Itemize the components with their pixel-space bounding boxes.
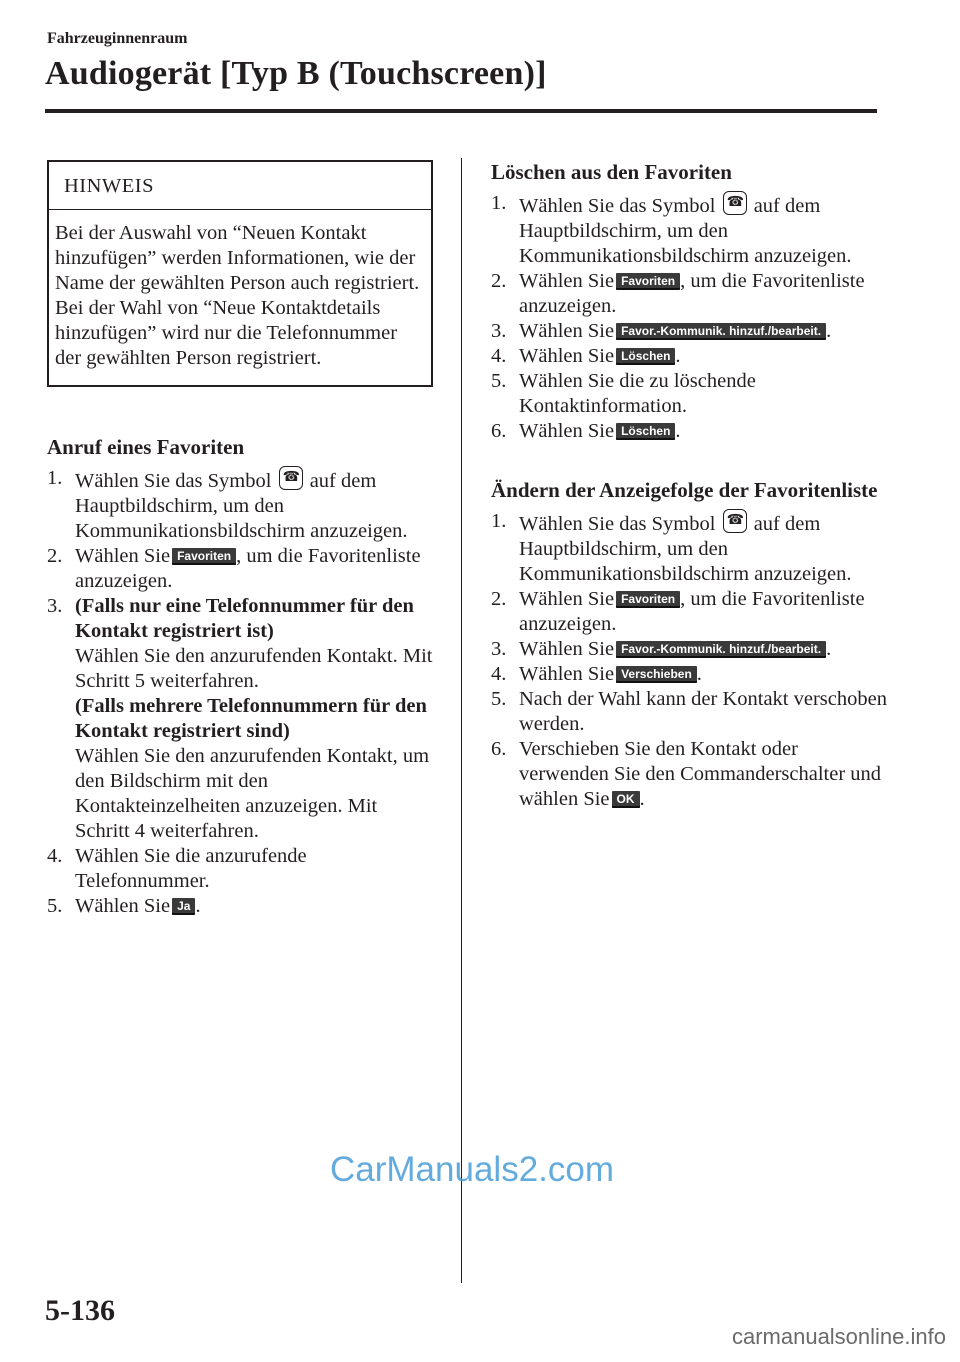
- step-number: 5.: [491, 370, 507, 392]
- step-text: Wählen Sie das Symbol: [75, 470, 272, 492]
- favor-kommunik-button: Favor.-Kommunik. hinzuf./bearbeit.: [616, 641, 826, 658]
- list-item: [491, 344, 891, 369]
- heading-reorder-favorites: Ändern der Anzeigefolge der Favoritenliste: [491, 478, 878, 502]
- list-item: [47, 844, 437, 894]
- list-item: [491, 637, 891, 662]
- step-number: 1.: [491, 510, 507, 532]
- step-number: 4.: [47, 845, 63, 867]
- phone-icon: [279, 466, 303, 490]
- step-text: Wählen Sie den anzurufenden Kontakt. Mit Schritt 5 weiterfahren.: [75, 645, 433, 692]
- step-text: Wählen Sie: [519, 345, 615, 367]
- step-number: 1.: [491, 192, 507, 214]
- step-number: 4.: [491, 345, 507, 367]
- favoriten-button: Favoriten: [172, 548, 236, 565]
- phone-icon: [723, 509, 747, 533]
- step-number: 3.: [491, 320, 507, 342]
- step-text: auf dem Hauptbildschirm, um den Kommunikationsbildschirm anzuzeigen.: [519, 195, 852, 267]
- list-item: [491, 662, 891, 687]
- step-number: 2.: [491, 588, 507, 610]
- right-column: [491, 160, 891, 812]
- step-text: Wählen Sie: [75, 895, 171, 917]
- step-text: Wählen Sie: [519, 420, 615, 442]
- step-text: Wählen Sie die anzurufende Telefonnummer.: [75, 845, 307, 892]
- step-text: Wählen Sie das Symbol: [519, 513, 716, 535]
- list-item: [47, 466, 437, 544]
- list-item: [491, 319, 891, 344]
- step-text: .: [675, 345, 681, 367]
- list-item: [47, 894, 437, 919]
- step-number: 6.: [491, 420, 507, 442]
- step-text: Verschieben Sie den Kontakt oder verwenden Sie den Commanderschalter und wählen Sie: [519, 738, 882, 810]
- favor-kommunik-button: Favor.-Kommunik. hinzuf./bearbeit.: [616, 323, 826, 340]
- step-text: , um die Favoritenliste anzuzeigen.: [519, 588, 865, 635]
- page-title: Audiogerät [Typ B (Touchscreen)]: [45, 55, 547, 92]
- step-number: 4.: [491, 663, 507, 685]
- step-number: 1.: [47, 467, 63, 489]
- step-condition: (Falls mehrere Telefonnummern für den Kontakt registriert sind): [75, 695, 427, 742]
- left-column: [47, 160, 437, 919]
- footer-site: carmanualsonline.info: [731, 1324, 946, 1349]
- step-text: .: [639, 788, 645, 810]
- column-divider: [461, 158, 462, 1283]
- step-condition: (Falls nur eine Telefonnummer für den Kontakt registriert ist): [75, 595, 414, 642]
- favoriten-button: Favoriten: [616, 273, 680, 290]
- step-text: Wählen Sie: [519, 588, 615, 610]
- list-item: [491, 687, 891, 737]
- step-text: Wählen Sie die zu löschende Kontaktinformation.: [519, 370, 756, 417]
- list-item: [491, 419, 891, 444]
- list-item: [47, 594, 437, 844]
- step-text: Nach der Wahl kann der Kontakt verschoben werden.: [519, 688, 887, 735]
- note-body: Bei der Auswahl von “Neuen Kontakt hinzufügen” werden Informationen, wie der Name der gewählten Person auch registriert. Bei der Wahl von “Neue Kontaktdetails hinzufügen” wird nur die Telefonnummer der gewählten Person registriert.: [55, 222, 420, 369]
- step-text: .: [826, 320, 832, 342]
- step-text: .: [696, 663, 702, 685]
- loeschen-button: Löschen: [616, 423, 675, 440]
- step-text: , um die Favoritenliste anzuzeigen.: [75, 545, 421, 592]
- reorder-favorites-steps: [491, 509, 891, 812]
- step-text: .: [826, 638, 832, 660]
- list-item: [47, 544, 437, 594]
- favoriten-button: Favoriten: [616, 591, 680, 608]
- loeschen-button: Löschen: [616, 348, 675, 365]
- page-number: 5-136: [45, 1294, 115, 1327]
- title-rule: [45, 109, 877, 113]
- watermark: CarManuals2.com: [330, 1150, 614, 1189]
- step-text: Wählen Sie: [519, 663, 615, 685]
- phone-icon: [723, 191, 747, 215]
- step-text: Wählen Sie: [75, 545, 171, 567]
- note-box: [47, 160, 433, 387]
- heading-call-favorite: Anruf eines Favoriten: [47, 435, 245, 459]
- list-item: [491, 269, 891, 319]
- list-item: [491, 509, 891, 587]
- step-number: 5.: [491, 688, 507, 710]
- step-text: Wählen Sie: [519, 270, 615, 292]
- step-text: Wählen Sie: [519, 638, 615, 660]
- list-item: [491, 587, 891, 637]
- step-text: Wählen Sie: [519, 320, 615, 342]
- step-text: , um die Favoritenliste anzuzeigen.: [519, 270, 865, 317]
- section-label: Fahrzeuginnenraum: [47, 30, 188, 47]
- list-item: [491, 369, 891, 419]
- step-text: auf dem Hauptbildschirm, um den Kommunikationsbildschirm anzuzeigen.: [519, 513, 852, 585]
- list-item: [491, 191, 891, 269]
- verschieben-button: Verschieben: [616, 666, 697, 683]
- step-text: Wählen Sie den anzurufenden Kontakt, um den Bildschirm mit den Kontakteinzelheiten anzuzeigen. Mit Schritt 4 weiterfahren.: [75, 745, 430, 842]
- list-item: [491, 737, 891, 812]
- step-text: Wählen Sie das Symbol: [519, 195, 716, 217]
- note-title: HINWEIS: [49, 162, 431, 210]
- step-text: .: [195, 895, 201, 917]
- step-number: 3.: [491, 638, 507, 660]
- ok-button: OK: [612, 791, 640, 808]
- step-number: 2.: [491, 270, 507, 292]
- ja-button: Ja: [172, 898, 195, 915]
- step-text: auf dem Hauptbildschirm, um den Kommunikationsbildschirm anzuzeigen.: [75, 470, 408, 542]
- step-number: 2.: [47, 545, 63, 567]
- heading-delete-favorite: Löschen aus den Favoriten: [491, 160, 732, 184]
- step-number: 6.: [491, 738, 507, 760]
- step-text: .: [675, 420, 681, 442]
- delete-favorite-steps: [491, 191, 891, 444]
- step-number: 5.: [47, 895, 63, 917]
- step-number: 3.: [47, 595, 63, 617]
- call-favorite-steps: [47, 466, 437, 919]
